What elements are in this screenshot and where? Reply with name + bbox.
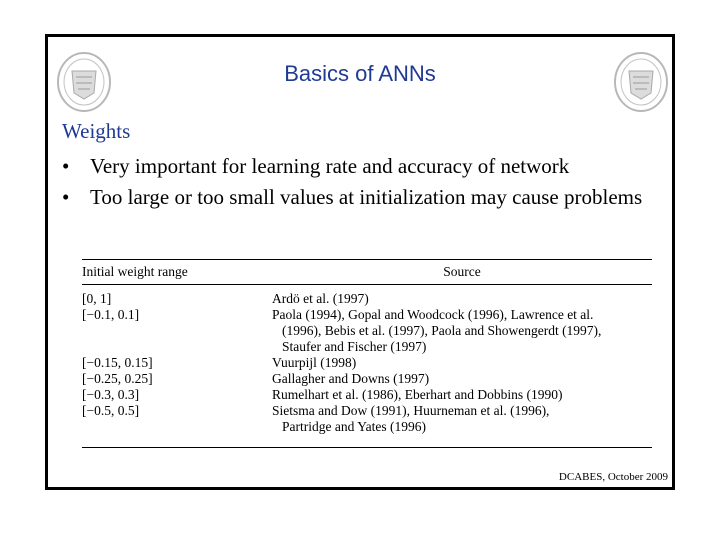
source-cell [272,285,652,356]
slide-frame [45,34,675,490]
slide-footer: DCABES, October 2009 [558,471,668,483]
section-heading: Weights [62,119,131,143]
slide-title: Basics of ANNs [284,61,436,86]
range-value: [−0.1, 0.1] [82,307,140,322]
source-line: Staufer and Fischer (1997) [282,339,427,354]
table-header-row [82,260,652,285]
bullet-list [62,151,662,213]
table-row [82,285,652,356]
source-line: Ardö et al. (1997) [272,291,369,306]
range-value: [0, 1] [82,291,112,306]
range-cell [82,355,272,448]
range-value: [−0.5, 0.5] [82,403,140,418]
source-line: Vuurpijl (1998) [272,355,357,370]
bullet-marker: • [62,154,70,178]
source-cell [272,355,652,448]
weight-range-table [82,259,652,448]
range-value: [−0.3, 0.3] [82,387,140,402]
bullet-marker: • [62,185,70,209]
bullet-text: Too large or too small values at initialization may cause problems [90,185,643,209]
source-line: Rumelhart et al. (1986), Eberhart and Dobbins (1990) [272,387,563,402]
range-value: [−0.25, 0.25] [82,371,153,386]
source-line: Partridge and Yates (1996) [282,419,426,434]
source-line: Paola (1994), Gopal and Woodcock (1996), Lawrence et al. [272,307,594,322]
column-header-source: Source [272,260,652,285]
table-row [82,355,652,448]
range-value: [−0.15, 0.15] [82,355,153,370]
bullet-item [62,151,662,182]
source-line: (1996), Bebis et al. (1997), Paola and Showengerdt (1997), [282,323,602,338]
range-cell [82,285,272,356]
source-line: Sietsma and Dow (1991), Huurneman et al. (1996), [272,403,550,418]
column-header-range: Initial weight range [82,260,272,285]
source-line: Gallagher and Downs (1997) [272,371,430,386]
bullet-item [62,182,662,213]
bullet-text: Very important for learning rate and accuracy of network [90,154,570,178]
